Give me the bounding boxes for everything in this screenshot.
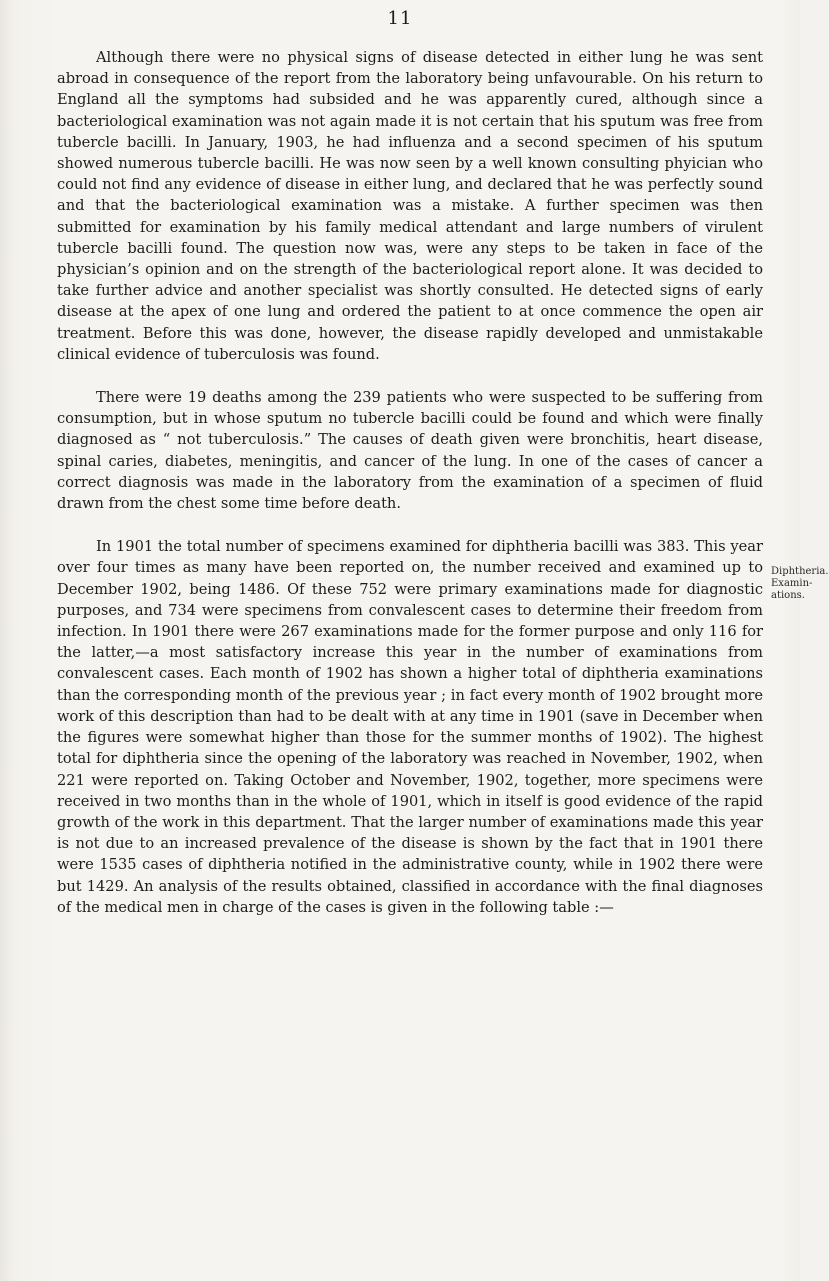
- margin-note-diphtheria: [771, 566, 829, 602]
- paragraph-diphtheria: In 1901 the total number of specimens examined for diphtheria bacilli was 383. This year over four times as many have been reported on, the number received and examined up to December 1902, being 1486. Of these 752 were primary examinations made for diagnostic purposes, and 734 were specimens from convalescent cases to determine their freedom from infection. In 1901 there were 267 examinations made for the former purpose and only 116 for the latter,—a most satisfactory increase this year in the number of examinations from convalescent cases. Each month of 1902 has shown a higher total of diphtheria examinations than the corresponding month of the previous year ; in fact every month of 1902 brought more work of this description than had to be dealt with at any time in 1901 (save in December when the figures were somewhat higher than those for the summer months of 1902). The highest total for diphtheria since the opening of the laboratory was reached in November, 1902, when 221 were reported on. Taking October and November, 1902, together, more specimens were received in two months than in the whole of 1901, which in itself is good evidence of the rapid growth of the work in this department. That the larger number of examinations made this year is not due to an increased prevalence of the disease is shown by the fact that in 1901 there were 1535 cases of diphtheria notified in the administrative county, while in 1902 there were but 1429. An analysis of the results obtained, classified in accordance with the final diagnoses of the medical men in charge of the cases is given in the following table :—: [57, 538, 763, 916]
- body-text: [57, 47, 763, 940]
- page-number: 11: [387, 8, 413, 29]
- paragraph-deaths: There were 19 deaths among the 239 patients who were suspected to be suffering from consumption, but in whose sputum no tubercle bacilli could be found and which were finally diagnosed as “ not tuberculosis.” The causes of death given were bronchitis, heart disease, spinal caries, diabetes, meningitis, and cancer of the lung. In one of the cases of cancer a correct diagnosis was made in the laboratory from the examination of a specimen of fluid drawn from the chest some time before death.: [57, 389, 763, 513]
- margin-note-line: ations.: [771, 590, 805, 601]
- margin-note-line: Examin-: [771, 578, 813, 589]
- paragraph-patient-case: Although there were no physical signs of disease detected in either lung he was sent abroad in consequence of the report from the laboratory being unfavourable. On his return to England all the symptoms had subsided and he was apparently cured, although since a bacteriological examination was not again made it is not certain that his sputum was free from tubercle bacilli. In January, 1903, he had influenza and a second specimen of his sputum showed numerous tubercle bacilli. He was now seen by a well known consulting phyician who could not find any evidence of disease in either lung, and declared that he was perfectly sound and that the bacteriological examination was a mistake. A further specimen was then submitted for examination by his family medical attendant and large numbers of virulent tubercle bacilli found. The question now was, were any steps to be taken in face of the physician’s opinion and on the strength of the bacteriological report alone. It was decided to take further advice and another specialist was shortly consulted. He detected signs of early disease at the apex of one lung and ordered the patient to at once commence the open air treatment. Before this was done, however, the disease rapidly developed and unmistakable clinical evidence of tuberculosis was found.: [57, 49, 763, 363]
- margin-note-line: Diphtheria.: [771, 566, 829, 577]
